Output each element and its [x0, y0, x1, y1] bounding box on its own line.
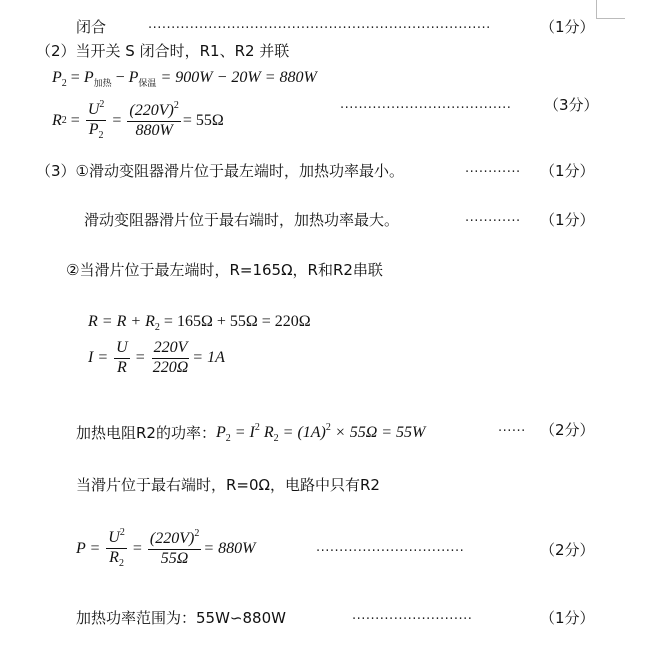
section-3-heading: （3）①滑动变阻器滑片位于最左端时，加热功率最小。 [36, 162, 404, 180]
fraction-u-r: $\frac{U}{R}$ [116, 339, 128, 376]
leader-dots: ····································· [340, 101, 512, 116]
equation-p2: $P_2 = P_{加热} - P_{保温} = 900W - 20W = 880W$ [52, 69, 317, 89]
equation-current: I = $\frac{U}{R}$ = $\frac{220V}{220\Omega}$ = 1A [88, 339, 225, 376]
score-1d: （1分） [540, 609, 595, 627]
text-line-max-power: 滑动变阻器滑片位于最右端时，加热功率最大。 [84, 211, 400, 229]
text-line-closed: 闭合 [76, 18, 107, 36]
score-1c: （1分） [540, 211, 595, 229]
leader-dots: ······ [498, 424, 526, 439]
fraction-220v-220ohm: $\frac{220V}{220\Omega}$ [152, 339, 189, 376]
leader-dots: ·········································································· [148, 21, 491, 36]
leader-dots: ·························· [352, 612, 473, 627]
leader-dots: ············ [465, 214, 521, 229]
leader-dots: ································ [316, 544, 465, 559]
score-1: （1分） [540, 18, 595, 36]
fraction-u2-r2: $\frac{U^2}{R_2}$ [108, 527, 125, 569]
equation-r-total: $R = R + R_2 = 165\Omega + 55\Omega = 220\Omega$ [88, 313, 311, 333]
text-line-rightmost: 当滑片位于最右端时，R=0Ω，电路中只有R2 [76, 476, 380, 494]
page-corner-mark [596, 0, 625, 19]
leader-dots: ············ [465, 165, 521, 180]
score-2b: （2分） [540, 541, 595, 559]
equation-r2: R 2 = $\frac{U^2}{P_2}$ = $\frac{(220V)^2}{880W}$ = 55Ω [52, 99, 224, 141]
equation-power: P = $\frac{U^2}{R_2}$ = $\frac{(220V)^2}{55\Omega}$ = 880W [76, 527, 256, 569]
fraction-220v-55ohm: $\frac{(220V)^2}{55\Omega}$ [149, 528, 200, 568]
score-2: （2分） [540, 421, 595, 439]
score-3: （3分） [544, 96, 599, 114]
text-line-leftmost: ②当滑片位于最左端时，R=165Ω，R和R2串联 [66, 261, 383, 279]
fraction-220v-880w: $\frac{(220V)^2}{880W}$ [129, 100, 179, 140]
text-line-range: 加热功率范围为：55W∽880W [76, 609, 286, 627]
score-1b: （1分） [540, 162, 595, 180]
section-2-heading: （2）当开关 S 闭合时，R1、R2 并联 [36, 42, 290, 60]
fraction-u2-p2: $\frac{U^2}{P_2}$ [87, 99, 105, 141]
equation-r2-power: 加热电阻R2的功率： $P_2 = I^2$ $R_2 = (1A)^2 \times 55\Omega = 55W$ [76, 422, 426, 444]
